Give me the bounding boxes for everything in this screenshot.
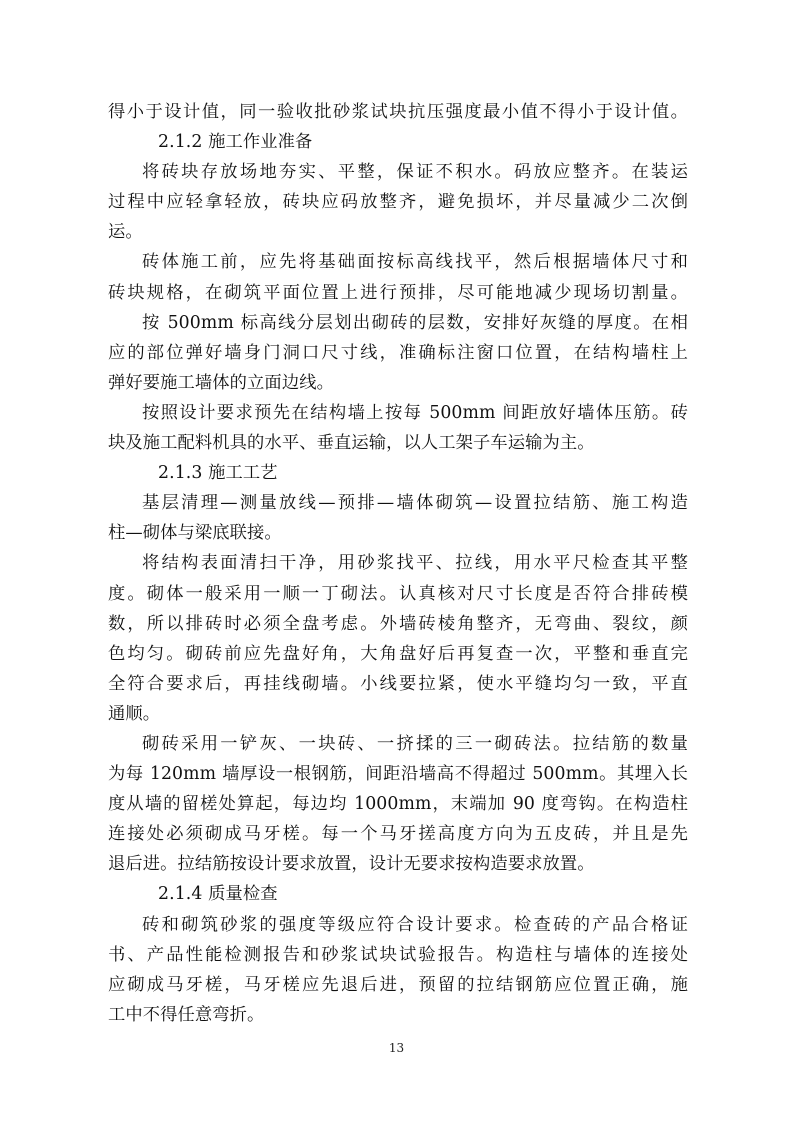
text-line: 得小于设计值，同一验收批砂浆试块抗压强度最小值不得小于设计值。 xyxy=(108,102,688,122)
text-line: 度从墙的留槎处算起，每边均 1000mm，末端加 90 度弯钩。在构造柱 xyxy=(108,794,688,815)
page-number: 13 xyxy=(388,1041,405,1055)
text-line: 为每 120mm 墙厚设一根钢筋，间距沿墙高不得超过 500mm。其埋入长 xyxy=(108,764,688,785)
body-text xyxy=(108,97,688,1030)
text-line: 砖块规格，在砌筑平面位置上进行预排，尽可能地减少现场切割量。 xyxy=(108,282,688,303)
section-heading: 2.1.2 施工作业准备 xyxy=(158,132,313,153)
text-line: 过程中应轻拿轻放，砖块应码放整齐，避免损坏，并尽量减少二次倒 xyxy=(108,192,688,213)
text-line: 弹好要施工墙体的立面边线。 xyxy=(108,372,334,393)
text-line: 砖和砌筑砂浆的强度等级应符合设计要求。检查砖的产品合格证 xyxy=(142,914,688,935)
text-line: 按照设计要求预先在结构墙上按每 500mm 间距放好墙体压筋。砖 xyxy=(142,402,688,423)
text-line: 色均匀。砌砖前应先盘好角，大角盘好后再复查一次，平整和垂直完 xyxy=(108,643,688,664)
text-line: 砌砖采用一铲灰、一块砖、一挤揉的三一砌砖法。拉结筋的数量 xyxy=(142,733,688,754)
text-line: 应砌成马牙槎，马牙槎应先退后进，预留的拉结钢筋应位置正确，施 xyxy=(108,974,688,995)
section-heading: 2.1.4 质量检查 xyxy=(158,884,278,905)
text-line: 砖体施工前，应先将基础面按标高线找平，然后根据墙体尺寸和 xyxy=(142,252,688,273)
section-heading: 2.1.3 施工工艺 xyxy=(158,463,278,484)
text-line: 按 500mm 标高线分层划出砌砖的层数，安排好灰缝的厚度。在相 xyxy=(142,312,688,333)
text-line: 退后进。拉结筋按设计要求放置，设计无要求按构造要求放置。 xyxy=(108,854,595,875)
text-line: 将结构表面清扫干净，用砂浆找平、拉线，用水平尺检查其平整 xyxy=(142,553,688,574)
text-line: 应的部位弹好墙身门洞口尺寸线，准确标注窗口位置，在结构墙柱上 xyxy=(108,342,688,363)
text-line: 将砖块存放场地夯实、平整，保证不积水。码放应整齐。在装运 xyxy=(142,162,688,183)
text-line: 柱—砌体与梁底联接。 xyxy=(108,523,282,544)
text-line: 块及施工配料机具的水平、垂直运输，以人工架子车运输为主。 xyxy=(108,433,595,454)
text-line: 工中不得任意弯折。 xyxy=(108,1004,265,1025)
text-line: 连接处必须砌成马牙槎。每一个马牙搓高度方向为五皮砖，并且是先 xyxy=(108,824,688,845)
text-line: 基层清理—测量放线—预排—墙体砌筑—设置拉结筋、施工构造 xyxy=(142,493,688,514)
text-line: 度。砌体一般采用一顺一丁砌法。认真核对尺寸长度是否符合排砖模 xyxy=(108,583,688,604)
text-line: 数，所以排砖时必须全盘考虑。外墙砖棱角整齐，无弯曲、裂纹，颜 xyxy=(108,613,688,634)
text-line: 全符合要求后，再挂线砌墙。小线要拉紧，使水平缝均匀一致，平直 xyxy=(108,673,688,694)
text-line: 通顺。 xyxy=(108,703,161,724)
text-line: 运。 xyxy=(108,222,143,243)
text-line: 书、产品性能检测报告和砂浆试块试验报告。构造柱与墙体的连接处 xyxy=(108,944,688,965)
